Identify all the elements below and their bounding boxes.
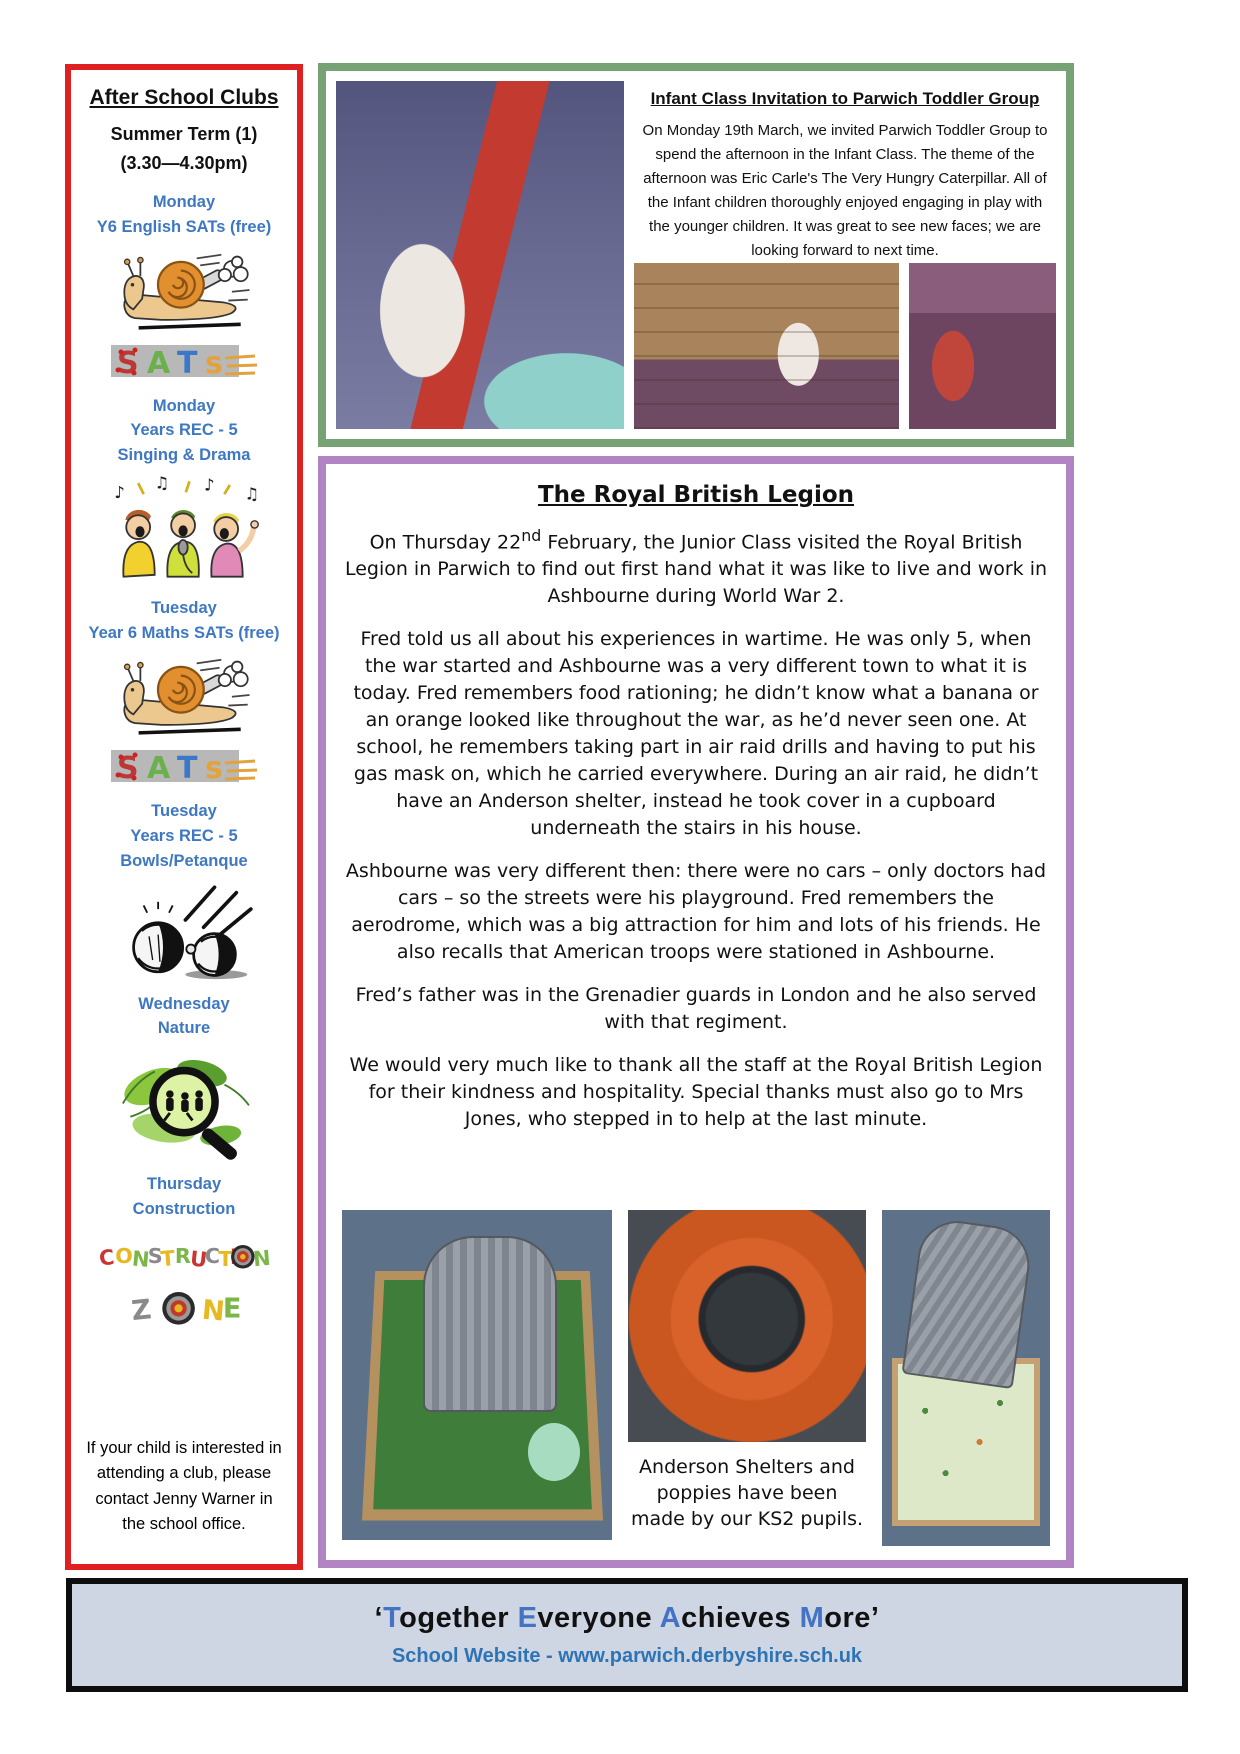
legion-photo-row — [342, 1210, 1050, 1546]
photo-anderson-shelter-model — [882, 1210, 1050, 1546]
infant-class-invitation-panel — [318, 63, 1074, 447]
infant-photo-row — [634, 263, 1056, 429]
legion-paragraph-1 — [342, 522, 1050, 610]
sats-logo-icon — [109, 340, 259, 382]
school-website-link[interactable]: School Website - www.parwich.derbyshire.sch.uk — [391, 1645, 863, 1667]
photo-child-painting-at-easel — [336, 81, 624, 429]
motto-letter-m: M — [799, 1602, 825, 1634]
nature-magnifying-glass-icon — [104, 1047, 264, 1160]
motto-letter-e: E — [517, 1602, 538, 1634]
motto-letter-t: T — [383, 1602, 400, 1634]
legion-paragraph-2: Fred told us all about his experiences in wartime. He was only 5, when the war started and Ashbourne was a very different town to what it is today. Fred remembers food rationing; he didn’t know what a banana or an orange looked like throughout the war, as he’d never seen one. At school, he remembers taking part in air raid drills and having to put his gas mask on, which he carried everywhere. During an air raid, he didn’t have an Anderson shelter, instead he took cover in a cupboard underneath the stairs in his house. — [353, 628, 1039, 840]
rocket-snail-icon — [106, 651, 261, 739]
diorama-shelter-roof — [423, 1236, 557, 1412]
petanque-balls-icon — [107, 880, 262, 980]
club-day: Wednesday — [138, 994, 230, 1013]
motto-seg: ogether — [399, 1602, 518, 1634]
school-motto-banner — [66, 1578, 1188, 1692]
club-years: Years REC - 5 — [130, 827, 238, 845]
p1-pre: On Thursday 22 — [369, 531, 522, 554]
photo-clay-poppy-model — [628, 1210, 866, 1442]
photo-toddlers-playing-in-classroom — [634, 263, 899, 429]
club-contact-note: If your child is interested in attending a club, please contact Jenny Warner in the school office. — [86, 1438, 282, 1534]
club-monday-singing-drama — [100, 394, 268, 584]
sidebar-term: Summer Term (1) — [110, 124, 258, 144]
motto-open-quote: ‘ — [374, 1602, 384, 1634]
ks2-models-caption: Anderson Shelters and poppies have been made by our KS2 pupils. — [630, 1456, 864, 1530]
rocket-snail-icon — [106, 246, 261, 334]
club-thursday-construction — [98, 1172, 270, 1338]
club-monday-english-sats — [97, 190, 272, 382]
club-activity: Nature — [157, 1019, 211, 1038]
club-activity: Y6 English SATs (free) — [96, 217, 272, 236]
diorama-tissue-tree — [528, 1423, 580, 1481]
infant-class-body: On Monday 19th March, we invited Parwich Toddler Group to spend the afternoon in the Infant Class. The theme of the afternoon was Eric Carle's The Very Hungry Caterpillar. All of the Infant children thoroughly enjoyed engaging in play with the younger children. It was great to see new faces; we are looking forward to next time. — [642, 122, 1048, 259]
club-day: Thursday — [146, 1175, 222, 1193]
club-activity: Year 6 Maths SATs (free) — [88, 623, 280, 642]
p1-ordinal: nd — [521, 526, 542, 545]
after-school-clubs-panel — [65, 64, 303, 1570]
club-tuesday-bowls-petanque — [107, 799, 262, 979]
shelter-model-garden — [892, 1358, 1040, 1526]
singing-children-icon — [100, 474, 268, 584]
shelter-model-roof — [902, 1216, 1034, 1389]
motto-seg: veryone — [537, 1602, 660, 1634]
infant-class-content — [634, 81, 1056, 429]
motto-text — [375, 1602, 880, 1635]
club-activity: Construction — [132, 1199, 236, 1218]
legion-paragraph-5: We would very much like to thank all the staff at the Royal British Legion for their kindness and hospitality. Special thanks must also go to Mrs Jones, who stepped in to help at the last minute. — [349, 1054, 1043, 1131]
club-activity: Bowls/Petanque — [120, 851, 248, 870]
sidebar-time: (3.30—4.30pm) — [120, 153, 248, 173]
club-day: Monday — [152, 396, 216, 415]
club-activity: Singing & Drama — [117, 446, 251, 464]
p1-post: February, the Junior Class visited the Royal British Legion in Parwich to find out first hand what it was like to live and work in Ashbourne during World War 2. — [344, 531, 1048, 608]
club-years: Years REC - 5 — [130, 421, 238, 440]
motto-letter-a: A — [659, 1602, 682, 1634]
motto-seg: ore’ — [824, 1602, 880, 1634]
construction-zone-logo-icon — [98, 1228, 270, 1338]
club-wednesday-nature — [104, 992, 264, 1161]
club-day: Monday — [152, 193, 216, 211]
sidebar-title: After School Clubs — [89, 86, 279, 109]
club-day: Tuesday — [151, 598, 217, 617]
sats-logo-icon — [109, 745, 259, 787]
motto-seg: chieves — [681, 1602, 800, 1634]
infant-class-title: Infant Class Invitation to Parwich Toddler Group — [650, 89, 1040, 108]
royal-british-legion-panel — [318, 456, 1074, 1568]
club-day: Tuesday — [151, 802, 217, 821]
legion-paragraph-4: Fred’s father was in the Grenadier guards in London and he also served with that regiment. — [355, 984, 1037, 1034]
club-tuesday-maths-sats — [88, 596, 279, 788]
legion-middle-column — [628, 1210, 866, 1532]
photo-anderson-shelter-diorama — [342, 1210, 612, 1540]
legion-title: The Royal British Legion — [537, 482, 855, 508]
photo-toddler-in-striped-top — [909, 263, 1056, 429]
legion-paragraph-3: Ashbourne was very different then: there were no cars – only doctors had cars – so the streets were his playground. Fred remembers the aerodrome, which was a big attraction for him and lots of his friends. He also recalls that American troops were stationed in Ashbourne. — [345, 860, 1047, 964]
